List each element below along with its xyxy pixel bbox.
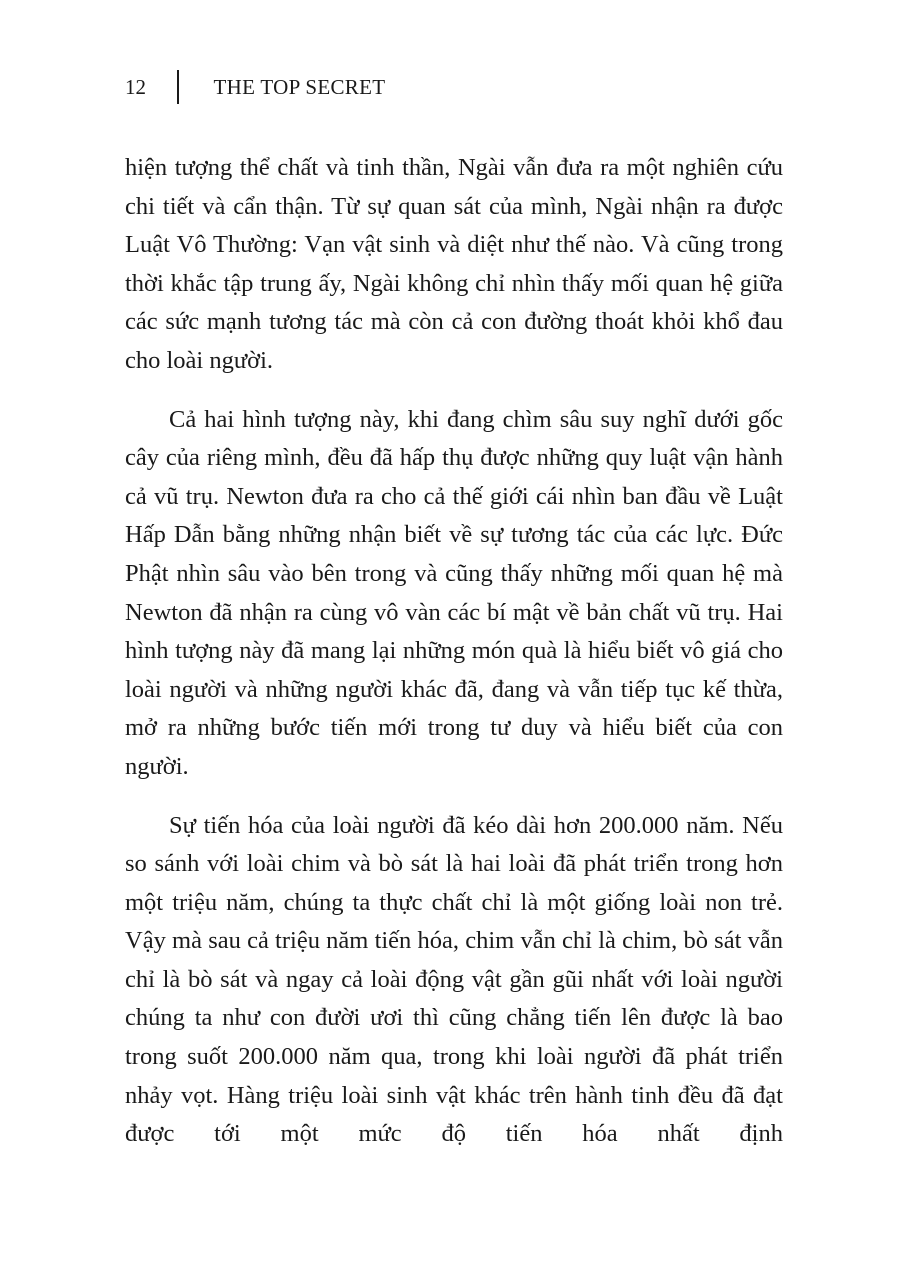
- book-title: THE TOP SECRET: [213, 74, 386, 99]
- paragraph: Sự tiến hóa của loài người đã kéo dài hơn 200.000 năm. Nếu so sánh với loài chim và bò sát là hai loài đã phát triển trong hơn một triệu năm, chúng ta thực chất chỉ là một giống loài non trẻ. Vậy mà sau cả triệu năm tiến hóa, chim vẫn chỉ là chim, bò sát vẫn chỉ là bò sát và ngay cả loài động vật gần gũi nhất với loài người chúng ta như con đười ươi thì cũng chẳng tiến lên được là bao trong suốt 200.000 năm qua, trong khi loài người đã phát triển nhảy vọt. Hàng triệu loài sinh vật khác trên hành tinh đều đã đạt được tới một mức độ tiến hóa nhất định: [125, 811, 783, 1148]
- running-header: [125, 70, 385, 104]
- page-number: 12: [125, 74, 146, 99]
- paragraph-continued: hiện tượng thể chất và tinh thần, Ngài vẫn đưa ra một nghiên cứu chi tiết và cẩn thận. Từ sự quan sát của mình, Ngài nhận ra được Luật Vô Thường: Vạn vật sinh và diệt như thế nào. Và cũng trong thời khắc tập trung ấy, Ngài không chỉ nhìn thấy mối quan hệ giữa các sức mạnh tương tác mà còn cả con đường thoát khỏi khổ đau cho loài người.: [125, 154, 783, 374]
- paragraph: Cả hai hình tượng này, khi đang chìm sâu suy nghĩ dưới gốc cây của riêng mình, đều đã hấp thụ được những quy luật vận hành cả vũ trụ. Newton đưa ra cho cả thế giới cái nhìn ban đầu về Luật Hấp Dẫn bằng những nhận biết về sự tương tác của các lực. Đức Phật nhìn sâu vào bên trong và cũng thấy những mối quan hệ mà Newton đã nhận ra cùng vô vàn các bí mật về bản chất vũ trụ. Hai hình tượng này đã mang lại những món quà là hiểu biết vô giá cho loài người và những người khác đã, đang và vẫn tiếp tục kế thừa, mở ra những bước tiến mới trong tư duy và hiểu biết của con người.: [125, 405, 783, 780]
- body-text: [125, 149, 783, 1174]
- header-divider: [177, 70, 179, 104]
